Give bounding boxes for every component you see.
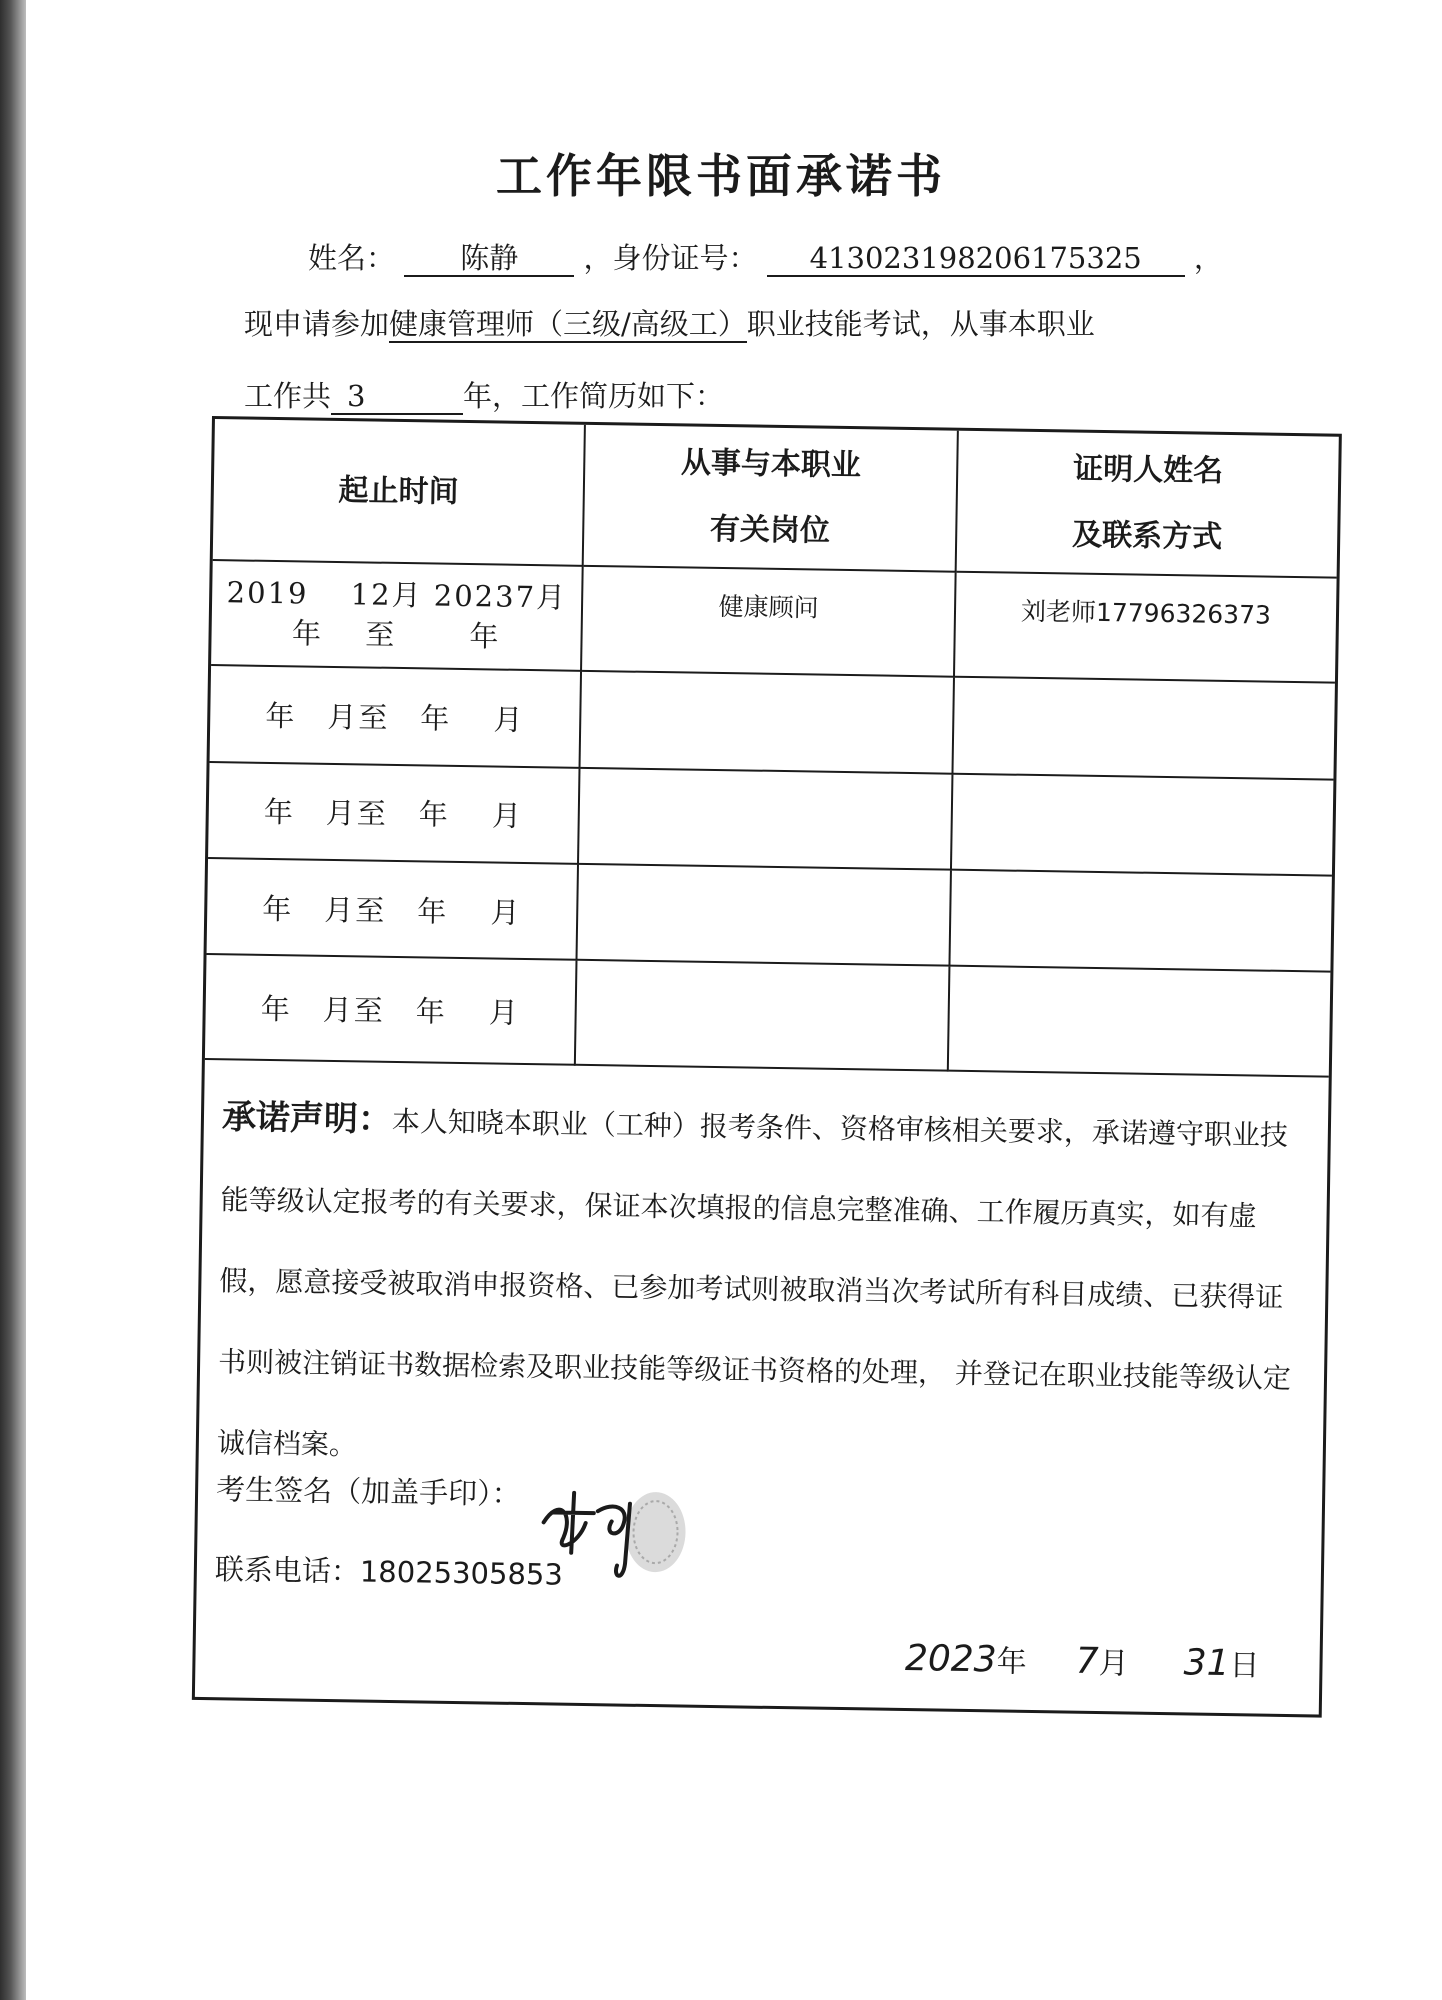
row1-time-line1: 2019 12月 20237月 [226, 575, 568, 615]
work-history-table [205, 419, 1339, 1078]
row1-time-line2: 年 至 年 [291, 616, 501, 654]
row4-time: 年 月至 年 月 [262, 891, 522, 930]
table-row [210, 665, 1335, 779]
years-suffix: 年，工作简历如下： [463, 379, 725, 413]
table-row [207, 858, 1332, 972]
row5-position-cell[interactable] [575, 960, 949, 1070]
document-title: 工作年限书面承诺书 [496, 149, 946, 203]
row2-time-cell[interactable] [210, 665, 582, 767]
header-time-label: 起止时间 [338, 472, 459, 510]
row4-witness-cell[interactable] [949, 870, 1332, 972]
fingerprint-mark [625, 1492, 686, 1573]
header-witness-line2: 及联系方式 [1071, 517, 1223, 555]
exam-name-field[interactable]: 健康管理师（三级/高级工） [389, 307, 747, 341]
phone-line [215, 1547, 564, 1593]
form-frame [192, 416, 1342, 1718]
name-field[interactable]: 陈静 [404, 241, 574, 277]
row1-witness: 刘老师17796326373 [1020, 596, 1272, 630]
years-prefix: 工作共 [244, 379, 332, 413]
header-time [213, 419, 586, 565]
header-position [583, 425, 958, 571]
signature-label: 考生签名（加盖手印）： [215, 1472, 521, 1511]
row1-position-cell[interactable] [581, 566, 955, 677]
date-year: 2023 [904, 1638, 997, 1681]
date-day-unit: 日 [1229, 1648, 1260, 1684]
name-label: 姓名： [308, 241, 396, 275]
date-line [905, 1635, 1260, 1685]
statement-body: 本人知晓本职业（工种）报考条件、资格审核相关要求，承诺遵守职业技能等级认定报考的有关要求，保证本次填报的信息完整准确、工作履历真实，如有虚假，愿意接受被取消申报资格、已参加考试则被取消当次考试所有科目成绩、已获得证书则被注销证书数据检索及职业技能等级证书资格的处理， 并登记在职业技能等级认定诚信档案。 [216, 1104, 1292, 1462]
row3-witness-cell[interactable] [951, 773, 1334, 875]
row2-witness-cell[interactable] [952, 677, 1335, 779]
table-header-row [213, 419, 1339, 577]
phone-label: 联系电话： [214, 1552, 361, 1589]
row3-time: 年 月至 年 月 [263, 795, 524, 834]
table-row [208, 762, 1333, 876]
row3-time-cell[interactable] [208, 762, 580, 864]
commitment-statement [216, 1077, 1302, 1500]
table-row [211, 560, 1337, 683]
id-tail: ， [1193, 241, 1223, 275]
apply-line [244, 302, 1095, 343]
row1-witness-cell[interactable] [954, 571, 1337, 682]
id-number-field[interactable]: 413023198206175325 [767, 241, 1185, 277]
apply-prefix: 现申请参加 [244, 307, 390, 341]
table-row [205, 954, 1331, 1076]
date-day: 31 [1183, 1642, 1230, 1685]
header-position-line1: 从事与本职业 [680, 445, 862, 484]
row5-time: 年 月至 年 月 [260, 992, 521, 1031]
date-month-unit: 月 [1098, 1646, 1129, 1682]
row5-time-cell[interactable] [205, 954, 577, 1064]
years-line [244, 374, 724, 415]
row1-time-cell[interactable] [211, 560, 583, 671]
apply-suffix: 职业技能考试，从事本职业 [746, 307, 1095, 341]
header-position-line2: 有关岗位 [709, 511, 831, 549]
row4-time-cell[interactable] [207, 858, 579, 960]
phone-value[interactable]: 18025305853 [359, 1554, 564, 1592]
header-witness-line1: 证明人姓名 [1072, 451, 1224, 489]
statement-lead: 承诺声明： [221, 1097, 393, 1140]
date-month: 7 [1075, 1640, 1099, 1683]
name-id-line [308, 236, 1223, 277]
row2-position-cell[interactable] [580, 671, 954, 773]
header-witness [956, 431, 1339, 578]
signature-line [216, 1467, 521, 1513]
years-field[interactable]: 3 [331, 379, 463, 415]
row4-position-cell[interactable] [577, 864, 951, 966]
row2-time: 年 月至 年 月 [265, 698, 525, 737]
row1-position: 健康顾问 [718, 591, 819, 623]
row5-witness-cell[interactable] [948, 966, 1331, 1077]
id-label: ，身份证号： [583, 241, 758, 275]
date-year-unit: 年 [996, 1644, 1027, 1680]
row3-position-cell[interactable] [578, 767, 952, 869]
